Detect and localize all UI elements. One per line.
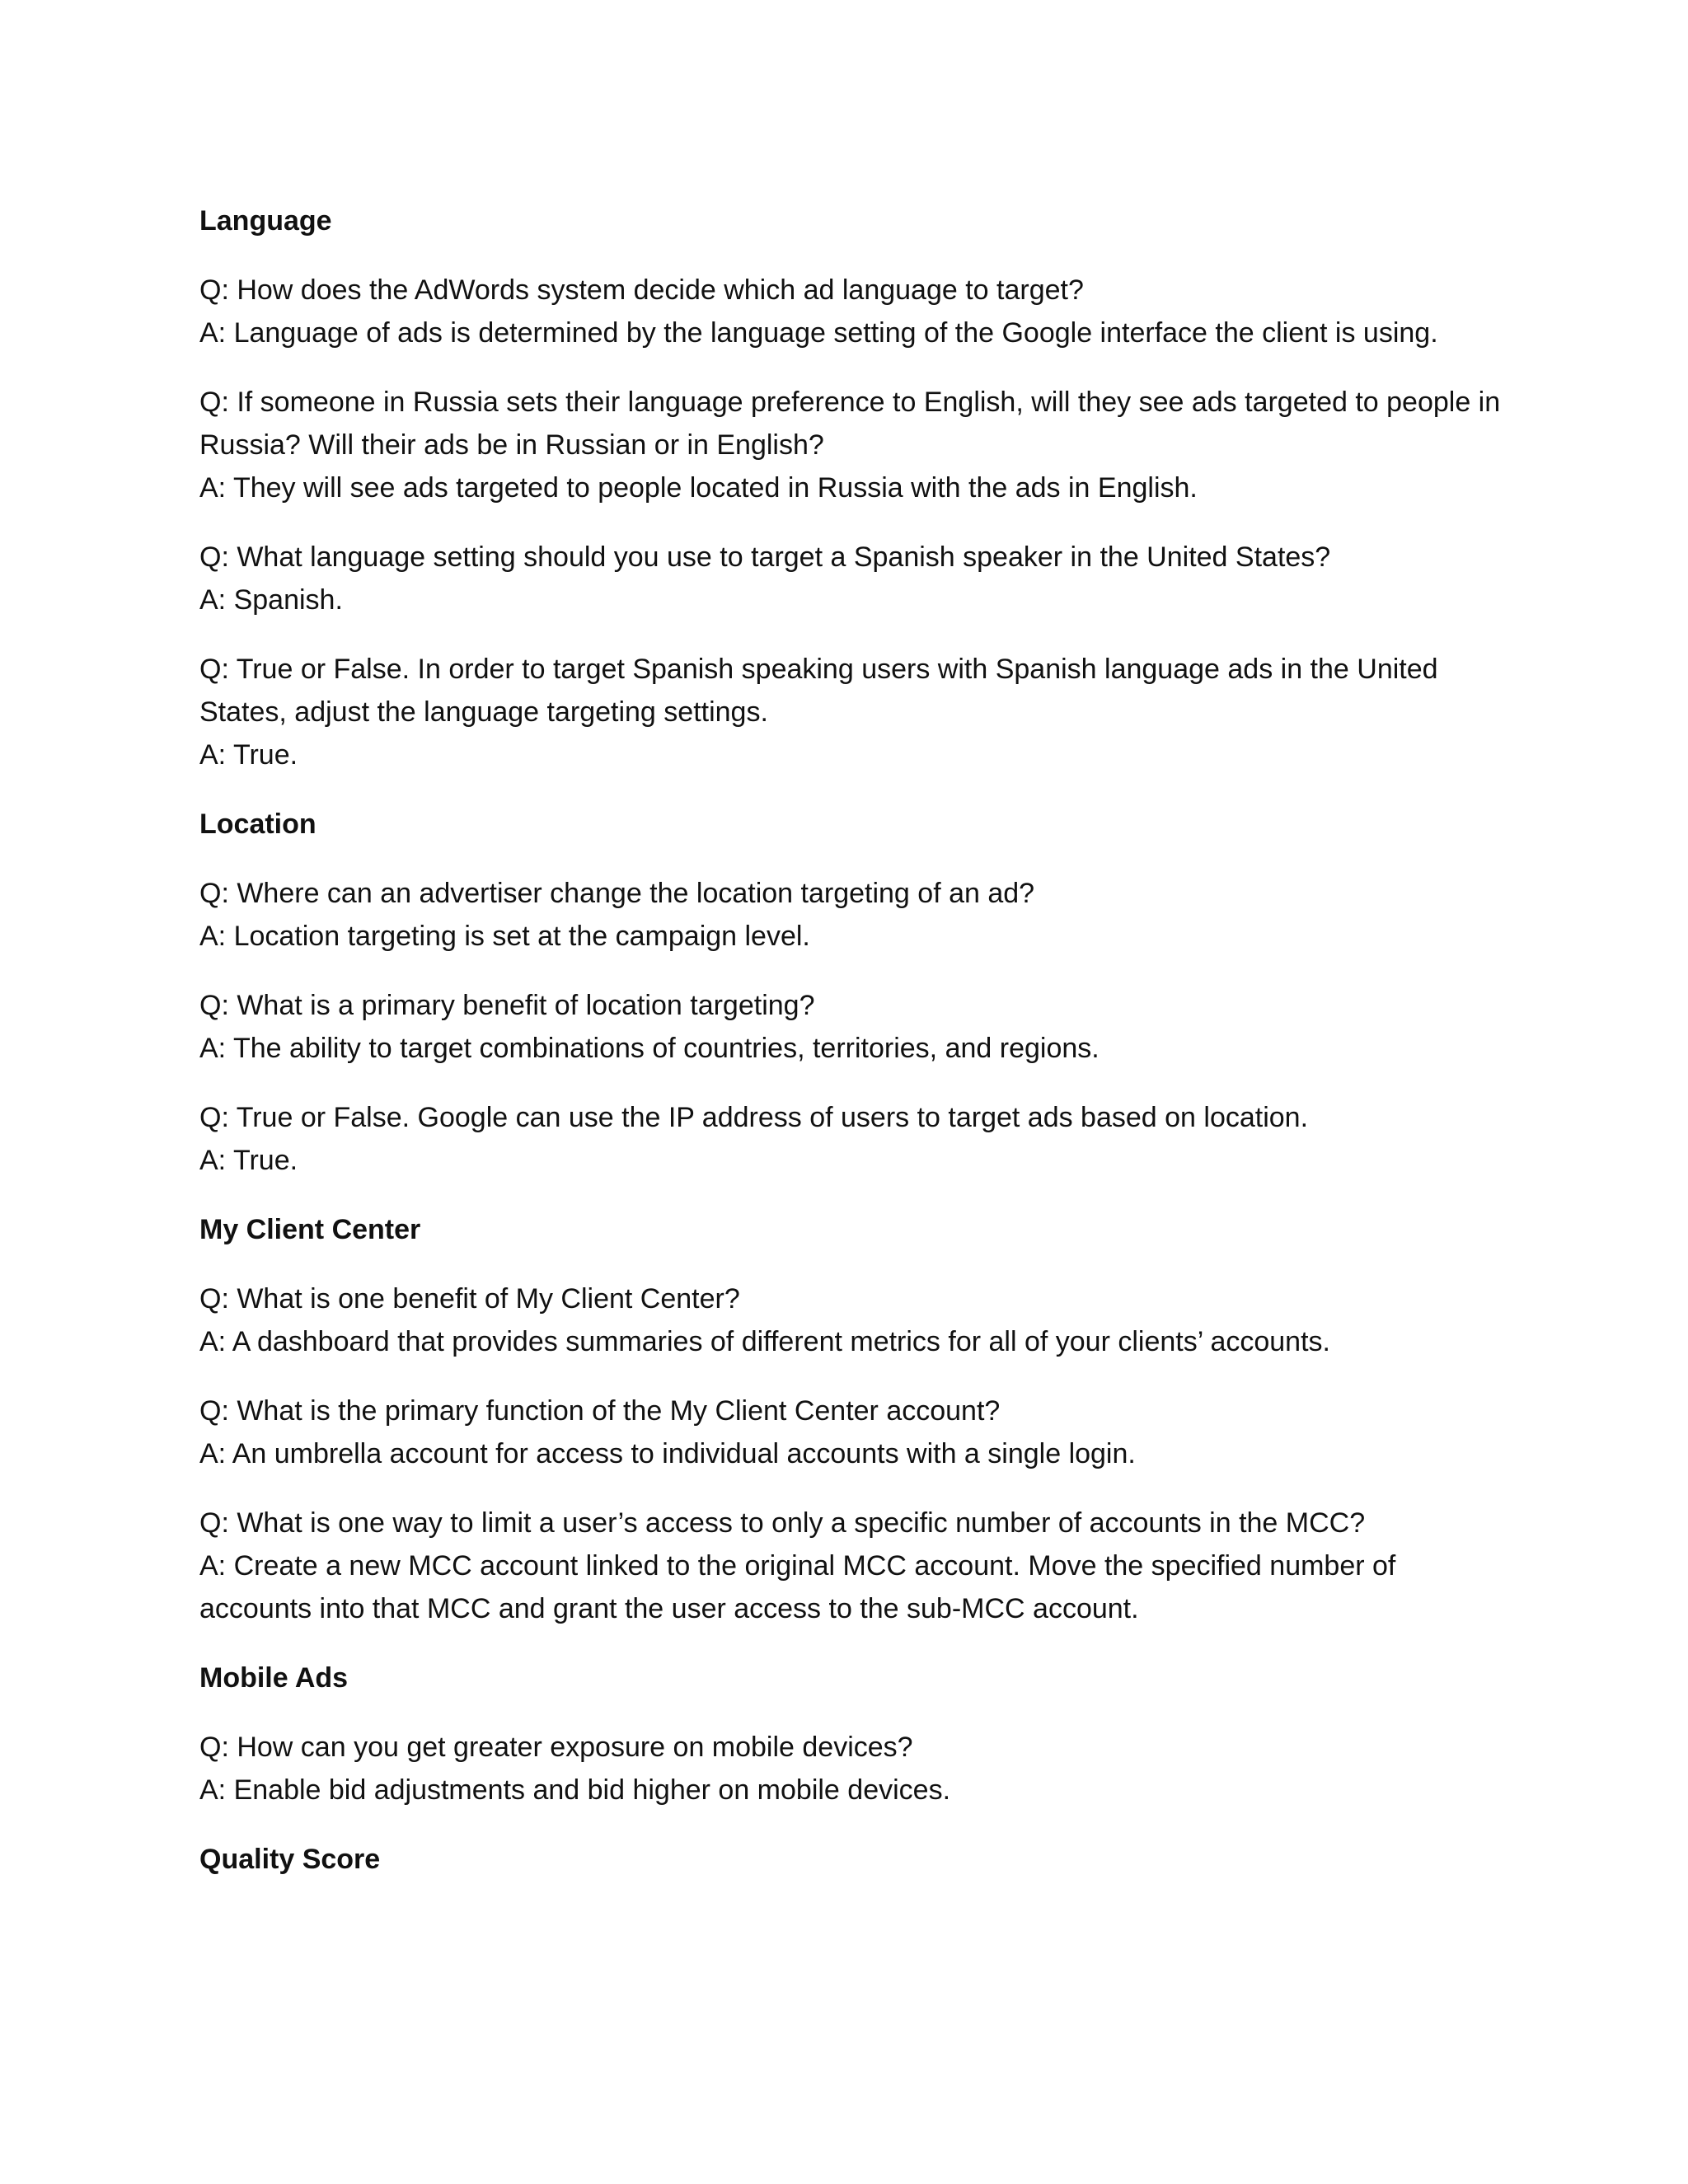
section-heading-language: Language [199,205,332,237]
answer-text: A: An umbrella account for access to individual accounts with a single login. [199,1438,1136,1469]
section-heading-quality-score: Quality Score [199,1844,381,1875]
answer-text: A: The ability to target combinations of countries, territories, and regions. [199,1033,1100,1064]
answer-text: A: Language of ads is determined by the language setting of the Google interface the client is using. [199,317,1438,349]
document-body [199,199,1502,1907]
question-text: Q: Where can an advertiser change the location targeting of an ad? [199,878,1035,909]
question-text: Q: How can you get greater exposure on mobile devices? [199,1732,913,1763]
qa-item [199,1277,1502,1363]
section-heading-location: Location [199,808,316,840]
answer-text: A: Create a new MCC account linked to the original MCC account. Move the specified number of accounts into that MCC and grant the user access to the sub-MCC account. [199,1550,1396,1624]
question-text: Q: True or False. In order to target Spanish speaking users with Spanish language ads in the United States, adjust the language targeting settings. [199,654,1438,728]
question-text: Q: What is one way to limit a user’s access to only a specific number of accounts in the MCC? [199,1507,1366,1539]
question-text: Q: What is the primary function of the My Client Center account? [199,1395,1001,1427]
question-text: Q: What is one benefit of My Client Center? [199,1283,740,1315]
answer-text: A: Location targeting is set at the campaign level. [199,921,810,952]
section-heading-my-client-center: My Client Center [199,1214,421,1245]
qa-item [199,1502,1502,1630]
answer-text: A: A dashboard that provides summaries of different metrics for all of your clients’ accounts. [199,1326,1330,1357]
answer-text: A: True. [199,1145,298,1176]
section-heading-mobile-ads: Mobile Ads [199,1662,349,1694]
question-text: Q: What language setting should you use to target a Spanish speaker in the United States? [199,541,1331,573]
answer-text: A: Enable bid adjustments and bid higher on mobile devices. [199,1774,951,1806]
qa-item [199,648,1502,776]
qa-item [199,984,1502,1070]
question-text: Q: What is a primary benefit of location targeting? [199,990,815,1021]
question-text: Q: If someone in Russia sets their language preference to English, will they see ads targeted to people in Russia? Will their ads be in Russian or in English? [199,387,1501,461]
qa-item [199,1726,1502,1811]
qa-item [199,1390,1502,1475]
qa-item [199,1096,1502,1182]
answer-text: A: True. [199,739,298,771]
question-text: Q: How does the AdWords system decide which ad language to target? [199,274,1084,306]
question-text: Q: True or False. Google can use the IP address of users to target ads based on location. [199,1102,1309,1133]
qa-item [199,872,1502,958]
answer-text: A: Spanish. [199,584,343,616]
qa-item [199,381,1502,509]
answer-text: A: They will see ads targeted to people located in Russia with the ads in English. [199,472,1198,504]
qa-item [199,536,1502,621]
qa-item [199,269,1502,354]
